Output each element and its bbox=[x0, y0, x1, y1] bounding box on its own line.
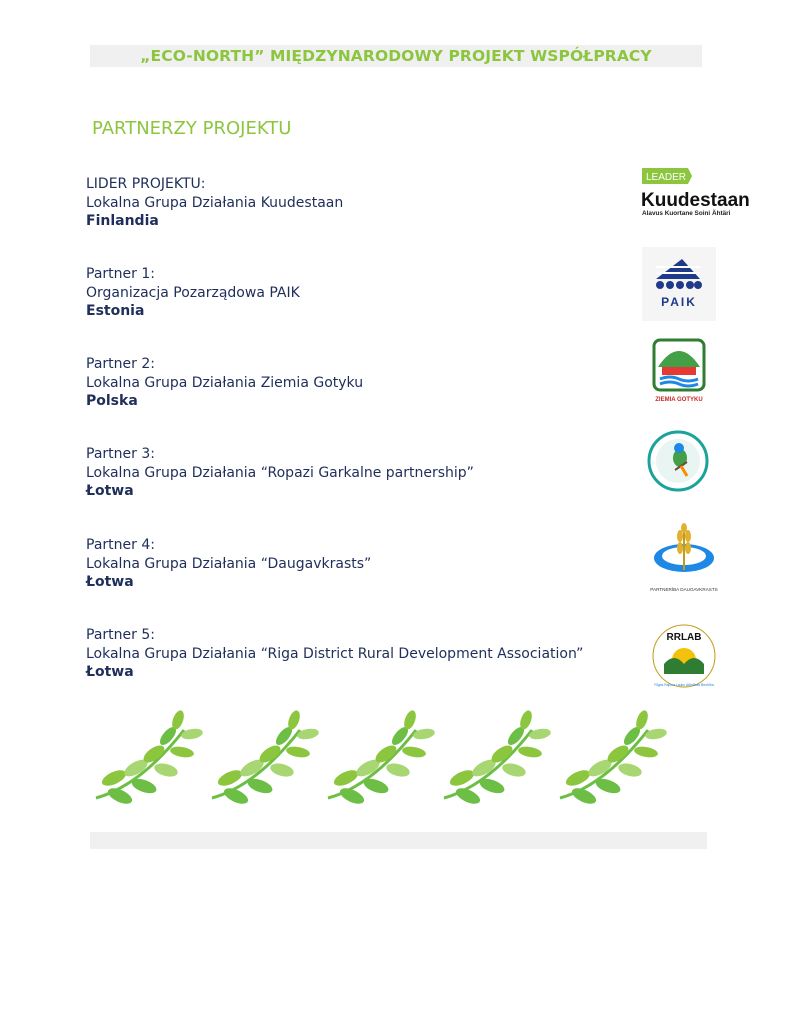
partner-1 bbox=[86, 265, 626, 321]
partner-role: Partner 2: bbox=[86, 356, 155, 372]
partner-role: Partner 1: bbox=[86, 266, 155, 282]
partner-country: Estonia bbox=[86, 303, 145, 319]
partner-country: Łotwa bbox=[86, 483, 134, 499]
rrlab-logo-text: RRLAB bbox=[666, 632, 702, 643]
partner-3 bbox=[86, 445, 626, 501]
kuudestaan-name: Kuudestaan bbox=[641, 190, 750, 211]
partner-country: Finlandia bbox=[86, 213, 159, 229]
paik-logo-text: PAIK bbox=[661, 295, 697, 309]
leaf-branch-icon bbox=[328, 709, 436, 807]
header-title: „ECO-NORTH” MIĘDZYNARODOWY PROJEKT WSPÓŁPRACY bbox=[140, 47, 652, 65]
partner-country: Łotwa bbox=[86, 574, 134, 590]
partner-name: Lokalna Grupa Działania “Ropazi Garkalne partnership” bbox=[86, 464, 474, 481]
kuudestaan-subtitle: Alavus Kuortane Soini Ähtäri bbox=[642, 210, 731, 217]
rrlab-logo bbox=[646, 622, 726, 690]
section-title: PARTNERZY PROJEKTU bbox=[92, 118, 292, 139]
partner-role: Partner 4: bbox=[86, 537, 155, 553]
ziemia-town-icon bbox=[662, 367, 696, 375]
daugavkrasts-logo-text: PARTNERĪBA DAUGAVKRASTS bbox=[650, 587, 718, 592]
footer-bar bbox=[90, 832, 707, 849]
leaf-branch-icon bbox=[560, 709, 668, 807]
partner-name: Lokalna Grupa Działania Kuudestaan bbox=[86, 194, 344, 211]
partner-role: Partner 3: bbox=[86, 446, 155, 462]
ziemia-logo-text: ZIEMIA GOTYKU bbox=[655, 397, 703, 403]
leaf-branch-icon bbox=[444, 709, 552, 807]
leaf-branch-icon bbox=[96, 709, 204, 807]
partner-4 bbox=[86, 536, 626, 592]
partner-5 bbox=[86, 626, 626, 682]
partner-country: Łotwa bbox=[86, 664, 134, 680]
partner-role: LIDER PROJEKTU: bbox=[86, 176, 206, 192]
leader-badge-text: LEADER bbox=[646, 172, 687, 183]
ziemia-gotyku-logo bbox=[648, 337, 712, 405]
partner-name: Lokalna Grupa Działania “Riga District Rural Development Association” bbox=[86, 645, 584, 662]
leaf-branch-icon bbox=[212, 709, 320, 807]
paik-logo bbox=[642, 247, 716, 321]
ropazi-garkalne-logo bbox=[645, 430, 711, 492]
partner-name: Lokalna Grupa Działania “Daugavkrasts” bbox=[86, 555, 372, 572]
kuudestaan-logo bbox=[640, 166, 754, 218]
partner-name: Organizacja Pozarządowa PAIK bbox=[86, 284, 300, 301]
leaf-decoration bbox=[88, 706, 678, 814]
partner-leader bbox=[86, 175, 626, 231]
daugavkrasts-logo bbox=[648, 520, 724, 596]
partner-role: Partner 5: bbox=[86, 627, 155, 643]
partner-2 bbox=[86, 355, 626, 411]
rrlab-ring-text: Rīgas Rajona Lauku Attīstības Biedrība bbox=[654, 683, 714, 687]
partner-name: Lokalna Grupa Działania Ziemia Gotyku bbox=[86, 374, 364, 391]
partner-country: Polska bbox=[86, 393, 138, 409]
header-bar bbox=[90, 45, 702, 67]
